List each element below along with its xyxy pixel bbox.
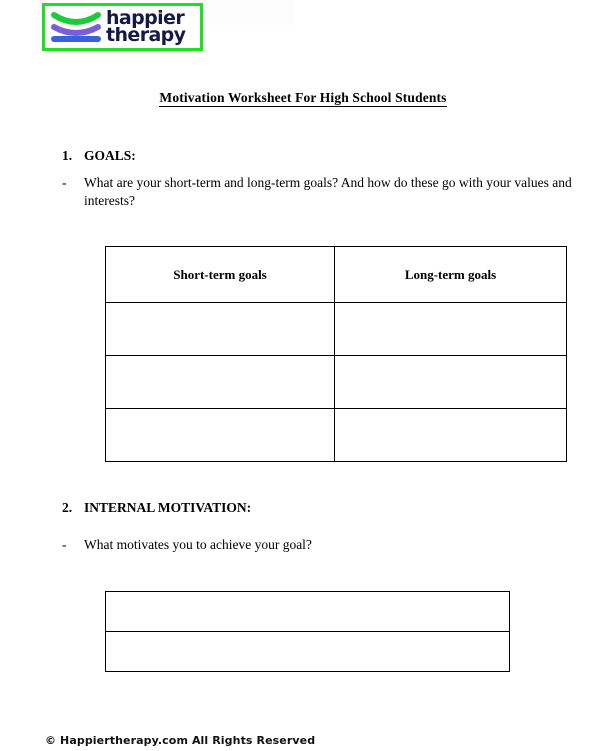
goals-cell-long-2[interactable] xyxy=(335,356,567,409)
table-row xyxy=(106,409,567,462)
motivation-table xyxy=(105,591,510,672)
logo-word-happier: happier xyxy=(106,6,185,29)
motivation-cell-2[interactable] xyxy=(106,632,510,672)
section-internal-question-row xyxy=(62,536,582,554)
goals-cell-long-3[interactable] xyxy=(335,409,567,462)
logo-waves-icon xyxy=(49,6,103,48)
section-internal-heading xyxy=(62,500,582,516)
section-goals xyxy=(62,148,582,210)
section-goals-label: GOALS: xyxy=(84,148,136,163)
section-goals-number: 1. xyxy=(62,148,73,163)
logo-ghost-artifact xyxy=(205,0,295,26)
goals-cell-short-3[interactable] xyxy=(106,409,335,462)
section-internal-question: What motivates you to achieve your goal? xyxy=(84,537,312,552)
page-title xyxy=(0,90,606,106)
goals-cell-long-1[interactable] xyxy=(335,303,567,356)
section-goals-question: What are your short-term and long-term goals? And how do these go with your values and interests? xyxy=(84,175,572,209)
happier-therapy-logo xyxy=(42,3,203,51)
copyright-footer: © Happiertherapy.com All Rights Reserved xyxy=(45,734,316,747)
column-header-short-term: Short-term goals xyxy=(106,247,335,303)
section-internal-label: INTERNAL MOTIVATION: xyxy=(84,500,252,515)
table-row xyxy=(106,592,510,632)
table-header-row xyxy=(106,247,567,303)
motivation-cell-1[interactable] xyxy=(106,592,510,632)
section-goals-question-row xyxy=(62,174,582,210)
section-goals-heading xyxy=(62,148,582,164)
logo-word-therapy: therapy xyxy=(106,24,186,46)
table-row xyxy=(106,303,567,356)
goals-table xyxy=(105,246,567,462)
goals-cell-short-2[interactable] xyxy=(106,356,335,409)
section-internal-motivation xyxy=(62,500,582,554)
goals-cell-short-1[interactable] xyxy=(106,303,335,356)
column-header-long-term: Long-term goals xyxy=(335,247,567,303)
bullet-dash-icon: - xyxy=(62,175,67,190)
section-internal-number: 2. xyxy=(62,500,73,515)
table-row xyxy=(106,632,510,672)
table-row xyxy=(106,356,567,409)
logo-wordmark xyxy=(106,6,186,46)
page-title-text: Motivation Worksheet For High School Students xyxy=(159,90,447,105)
bullet-dash-icon: - xyxy=(62,537,67,552)
